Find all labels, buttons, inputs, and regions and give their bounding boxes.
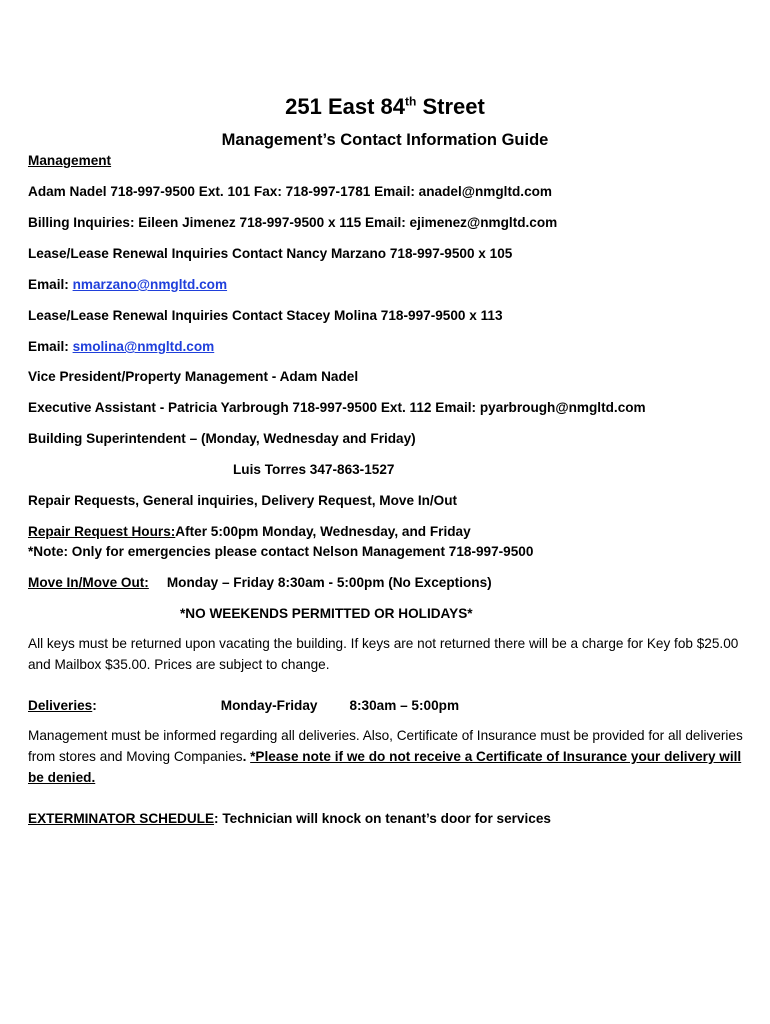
- no-weekends-notice: *NO WEEKENDS PERMITTED OR HOLIDAYS*: [180, 606, 473, 621]
- title-address: 251 East 84: [285, 94, 406, 119]
- deliveries-days: Monday-Friday: [220, 698, 318, 713]
- deliveries-hours: 8:30am – 5:00pm: [349, 698, 460, 713]
- move-in-out-hours: Monday – Friday 8:30am - 5:00pm (No Exceptions): [166, 575, 492, 590]
- billing-inquiries-contact: Billing Inquiries: Eileen Jimenez 718-997-9500 x 115 Email: ejimenez@nmgltd.com: [28, 215, 558, 230]
- emergency-note: *Note: Only for emergencies please contact Nelson Management 718-997-9500: [28, 544, 534, 559]
- adam-nadel-contact: Adam Nadel 718-997-9500 Ext. 101 Fax: 718-997-1781 Email: anadel@nmgltd.com: [28, 184, 553, 199]
- vice-president-line: Vice President/Property Management - Adam Nadel: [28, 369, 359, 384]
- title-street: Street: [416, 94, 485, 119]
- exterminator-line: [28, 810, 551, 828]
- lease-contact-nancy: Lease/Lease Renewal Inquiries Contact Nancy Marzano 718-997-9500 x 105: [28, 246, 513, 261]
- exterminator-text: : Technician will knock on tenant’s door for services: [214, 811, 551, 826]
- lease-contact-stacey: Lease/Lease Renewal Inquiries Contact Stacey Molina 718-997-9500 x 113: [28, 308, 503, 323]
- deliveries-paragraph-period: .: [242, 749, 251, 764]
- email-label: Email:: [28, 277, 73, 292]
- deliveries-colon: :: [92, 698, 97, 713]
- repair-hours-label: Repair Request Hours:: [28, 524, 176, 539]
- repair-hours-value: After 5:00pm Monday, Wednesday, and Friday: [175, 524, 471, 539]
- certificate-warning: *Please note if we do not receive a Certificate of Insurance your delivery will be denied.: [28, 749, 742, 785]
- page-subtitle: Management’s Contact Information Guide: [221, 131, 549, 149]
- stacey-email-link[interactable]: smolina@nmgltd.com: [72, 339, 215, 354]
- deliveries-line: [28, 697, 459, 715]
- title-ordinal-suffix: th: [405, 94, 417, 109]
- superintendent-schedule: Building Superintendent – (Monday, Wednesday and Friday): [28, 431, 416, 446]
- exterminator-label: EXTERMINATOR SCHEDULE: [28, 811, 215, 826]
- page-title: [0, 92, 770, 122]
- move-in-out-label: Move In/Move Out:: [28, 575, 149, 590]
- nancy-email-line: [28, 276, 227, 294]
- repair-hours-line: [28, 523, 471, 541]
- repair-requests-line: Repair Requests, General inquiries, Delivery Request, Move In/Out: [28, 493, 458, 508]
- move-in-out-line: [28, 574, 492, 592]
- nancy-email-link[interactable]: nmarzano@nmgltd.com: [72, 277, 228, 292]
- deliveries-label: Deliveries: [28, 698, 93, 713]
- email-label: Email:: [28, 339, 73, 354]
- superintendent-contact: Luis Torres 347-863-1527: [233, 462, 395, 477]
- keys-paragraph: All keys must be returned upon vacating the building. If keys are not returned there will be a charge for Key fob $25.00 and Mailbox $35.00. Prices are subject to change.: [28, 636, 739, 672]
- stacey-email-line: [28, 338, 214, 356]
- deliveries-paragraph-text: Management must be informed regarding all deliveries. Also, Certificate of Insurance must be provided for all deliveries from stores and Moving Companies: [28, 728, 743, 764]
- management-heading: Management: [28, 153, 112, 168]
- executive-assistant-contact: Executive Assistant - Patricia Yarbrough 718-997-9500 Ext. 112 Email: pyarbrough@nmgltd.com: [28, 400, 646, 415]
- deliveries-paragraph: [28, 725, 743, 788]
